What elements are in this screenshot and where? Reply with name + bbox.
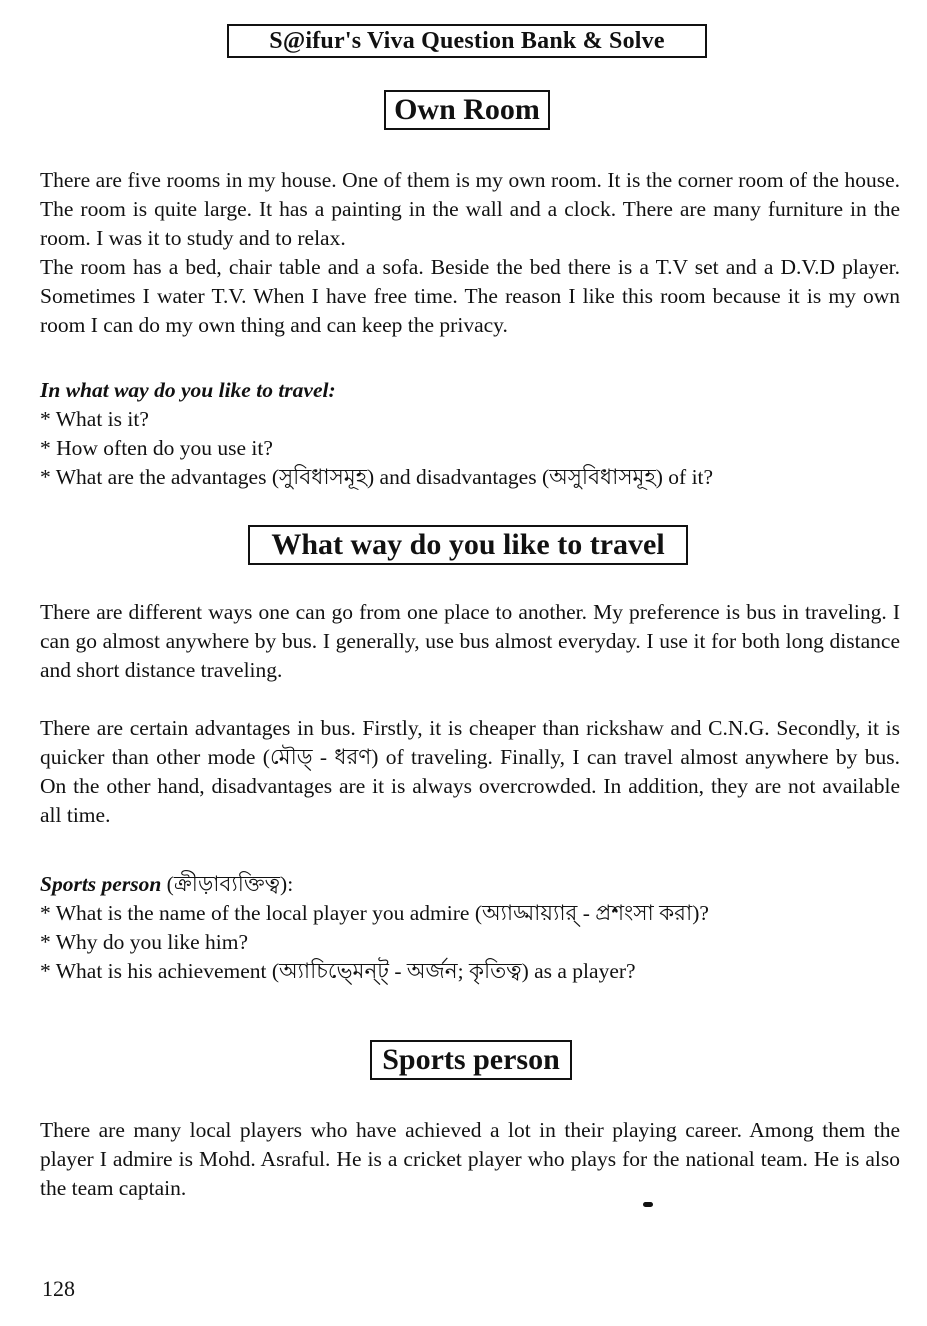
question-item: * How often do you use it? <box>40 436 273 460</box>
question-item: * What is his achievement (অ্যাচিভ্মেন্ট্ - অর্জন; কৃতিত্ব) as a player? <box>40 959 636 983</box>
paragraph: The room has a bed, chair table and a sofa. Beside the bed there is a T.V set and a D.V.D player. Sometimes I water T.V. When I have free time. The reason I like this room because it is my own room I can do my own thing and can keep the privacy. <box>40 255 900 337</box>
book-header: S@ifur's Viva Question Bank & Solve <box>227 24 707 58</box>
paragraph: There are certain advantages in bus. Firstly, it is cheaper than rickshaw and C.N.G. Secondly, it is quicker than other mode (মৌড্ - ধরণ) of traveling. Finally, I can travel almost anywhere by bus. On the other hand, disadvantages are it is always overcrowded. In addition, they are not available all time. <box>40 716 900 827</box>
paragraph: There are different ways one can go from one place to another. My preference is bus in traveling. I can go almost anywhere by bus. I generally, use bus almost everyday. I use it for both long distance and short distance traveling. <box>40 600 900 682</box>
questions-heading: Sports person <box>40 872 162 896</box>
questions-heading-row <box>40 870 900 899</box>
question-item: * What is it? <box>40 407 149 431</box>
section-title-own-room: Own Room <box>384 90 550 130</box>
page-number: 128 <box>42 1276 75 1301</box>
questions-heading: In what way do you like to travel: <box>40 378 336 402</box>
ink-mark <box>643 1202 653 1207</box>
section-title-travel: What way do you like to travel <box>248 525 688 565</box>
section-title-sports-person: Sports person <box>370 1040 572 1080</box>
own-room-body <box>40 166 900 340</box>
travel-body-2 <box>40 714 900 830</box>
sports-questions <box>40 870 900 986</box>
question-item: * What are the advantages (সুবিধাসমূহ) and disadvantages (অসুবিধাসমূহ) of it? <box>40 465 714 489</box>
questions-heading-bangla: (ক্রীড়াব্যক্তিত্ব): <box>166 872 294 896</box>
travel-questions <box>40 376 900 492</box>
travel-body-1 <box>40 598 900 685</box>
paragraph: There are many local players who have achieved a lot in their playing career. Among them the player I admire is Mohd. Asraful. He is a cricket player who plays for the national team. He is also the team captain. <box>40 1118 900 1200</box>
sports-person-body <box>40 1116 900 1203</box>
question-item: * Why do you like him? <box>40 930 249 954</box>
question-item: * What is the name of the local player you admire (অ্যাড্মায়্যার্ - প্রশংসা করা)? <box>40 901 709 925</box>
paragraph: There are five rooms in my house. One of them is my own room. It is the corner room of the house. The room is quite large. It has a painting in the wall and a clock. There are many furniture in the room. I was it to study and to relax. <box>40 168 900 250</box>
